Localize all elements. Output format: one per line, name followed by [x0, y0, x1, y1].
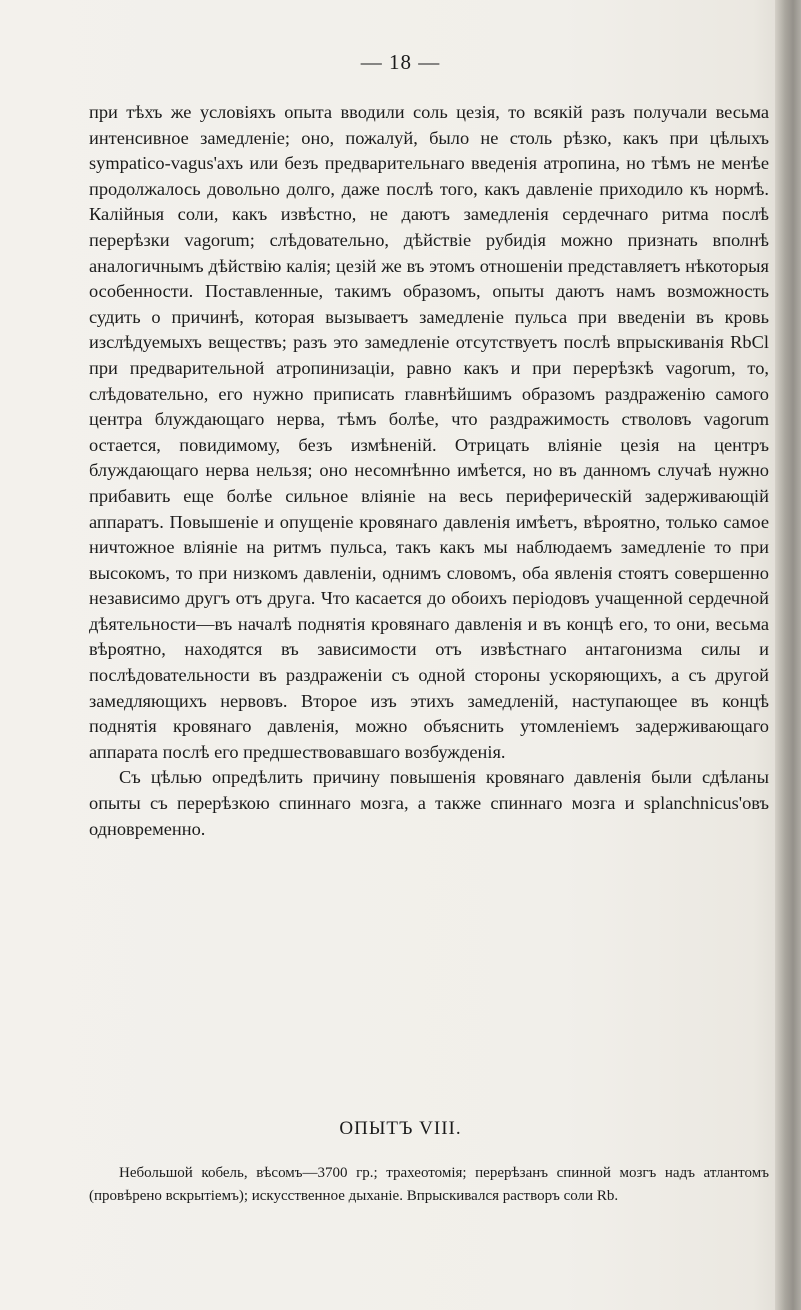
- body-text: [89, 100, 769, 842]
- paragraph-2: Съ цѣлью опредѣлить причину повышенія кровянаго давленія были сдѣланы опыты съ перерѣзкою спиннаго мозга, а также спиннаго мозга и splanchnicus'овъ одновременно.: [89, 767, 769, 839]
- page-edge-shadow: [775, 0, 801, 1310]
- experiment-note: Небольшой кобель, вѣсомъ—3700 гр.; трахеотомія; перерѣзанъ спинной мозгъ надъ атлантомъ (провѣрено вскрытіемъ); искусственное дыханіе. Впрыскивался растворъ соли Rb.: [89, 1165, 769, 1204]
- paragraph-1: при тѣхъ же условіяхъ опыта вводили соль цезія, то всякій разъ получали весьма интенсивное замедленіе; оно, пожалуй, было не столь рѣзко, какъ при цѣлыхъ sympatico-vagus'ахъ или безъ предварительнаго введенія атропина, но тѣмъ не менѣе продолжалось довольно долго, даже послѣ того, какъ давленіе приходило къ нормѣ. Калійныя соли, какъ извѣстно, не даютъ замедленія сердечнаго ритма послѣ перерѣзки vagorum; слѣдовательно, дѣйствіе рубидія можно признать вполнѣ аналогичнымъ дѣйствію калія; цезій же въ этомъ отношеніи представляетъ нѣкоторыя особенности. Поставленные, такимъ образомъ, опыты даютъ намъ возможность судить о причинѣ, которая вызываетъ замедленіе пульса при введеніи въ кровь изслѣдуемыхъ веществъ; разъ это замедленіе отсутствуетъ послѣ впрыскиванія RbCl при предварительной атропинизаціи, равно какъ и при перерѣзкѣ vagorum, то, слѣдовательно, его нужно приписать главнѣйшимъ образомъ раздраженію самого центра блуждающаго нерва, тѣмъ болѣе, что раздражимость стволовъ vagorum остается, повидимому, безъ измѣненій. Отрицать вліяніе цезія на центръ блуждающаго нерва нельзя; оно несомнѣнно имѣется, но въ данномъ случаѣ нужно прибавить еще болѣе сильное вліяніе на весь периферическій задерживающій аппаратъ. Повышеніе и опущеніе кровянаго давленія имѣетъ, вѣроятно, только самое ничтожное вліяніе на ритмъ пульса, такъ какъ мы наблюдаемъ замедленіе то при высокомъ, то при низкомъ давленіи, однимъ словомъ, оба явленія стоятъ совершенно независимо другъ отъ друга. Что касается до обоихъ періодовъ учащенной сердечной дѣятельности—въ началѣ поднятія кровянаго давленія и въ концѣ его, то они, весьма вѣроятно, находятся въ зависимости отъ извѣстнаго антагонизма силы и послѣдовательности въ раздраженіи съ одной стороны ускоряющихъ, а съ другой замедляющихъ нервовъ. Второе изъ этихъ замедленій, наступающее въ концѣ поднятія кровянаго давленія, можно объяснить утомленіемъ задерживающаго аппарата послѣ его предшествовавшаго возбужденія.: [89, 102, 769, 762]
- page-number: — 18 —: [360, 50, 441, 74]
- section-heading: ОПЫТЪ VIII.: [339, 1118, 462, 1139]
